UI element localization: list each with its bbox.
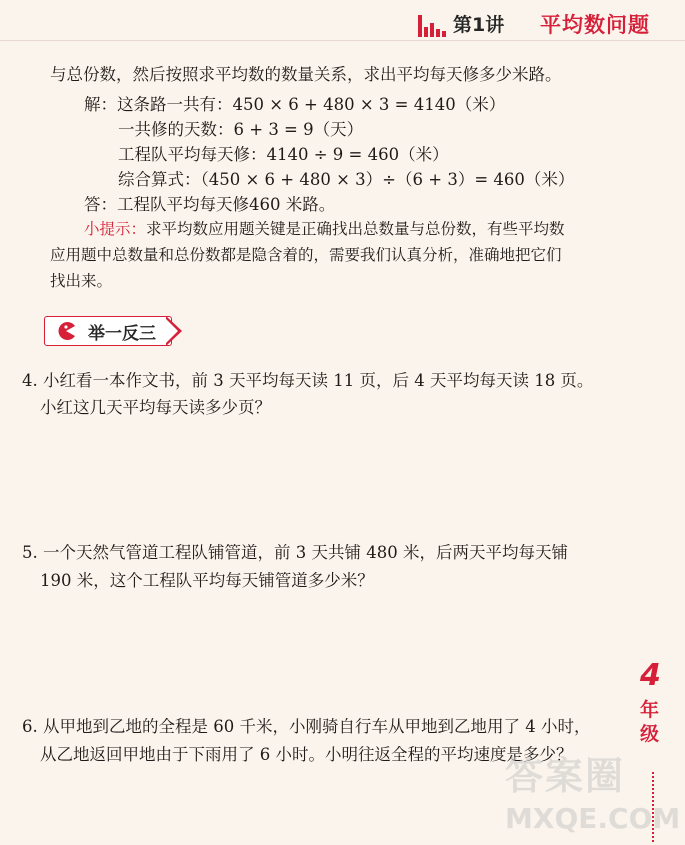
tip-text-1: 求平均数应用题关键是正确找出总数量与总份数，有些平均数 — [146, 220, 565, 238]
problem-6-line-1: 6. 从甲地到乙地的全程是 60 千米，小刚骑自行车从甲地到乙地用了 4 小时， — [22, 717, 591, 736]
section-banner — [44, 316, 186, 346]
problem-5-line-1: 5. 一个天然气管道工程队铺管道，前 3 天共铺 480 米，后两天平均每天铺 — [22, 543, 568, 562]
section-arrow-inner — [166, 319, 178, 343]
watermark-logo: 答案圈 — [505, 754, 626, 798]
intro-line: 与总份数，然后按照求平均数的数量关系，求出平均每天修多少米路。 — [50, 65, 562, 84]
solution-line-4: 综合算式：（450 × 6 + 480 × 3）÷（6 + 3）= 460（米） — [118, 170, 575, 189]
tip-line-3: 找出来。 — [50, 272, 113, 290]
page-header — [0, 0, 685, 44]
solution-line-2: 一共修的天数：6 + 3 = 9（天） — [118, 120, 364, 139]
answer-line: 答：工程队平均每天修460 米路。 — [84, 195, 336, 214]
grade-number: 4 — [640, 658, 661, 693]
bar-chart-icon — [418, 15, 448, 37]
lecture-title: 平均数问题 — [540, 12, 650, 37]
problem-4-line-1: 4. 小红看一本作文书，前 3 天平均每天读 11 页，后 4 天平均每天读 18 页。 — [22, 371, 594, 390]
grade-label: 年级 — [640, 699, 660, 745]
problem-4-line-2: 小红这几天平均每天读多少页？ — [40, 398, 271, 417]
section-label: 举一反三 — [88, 324, 156, 344]
header-divider — [0, 40, 685, 41]
watermark-url: MXQE.COM — [505, 802, 681, 835]
lecture-number: 第1讲 — [453, 14, 505, 36]
solution-line-3: 工程队平均每天修：4140 ÷ 9 = 460（米） — [118, 145, 449, 164]
problem-6-line-2: 从乙地返回甲地由于下雨用了 6 小时。小明往返全程的平均速度是多少？ — [40, 745, 573, 764]
tip-line-1 — [84, 218, 565, 240]
problem-5-line-2: 190 米，这个工程队平均每天铺管道多少米？ — [40, 571, 374, 590]
tip-label: 小提示： — [84, 220, 147, 238]
solution-line-1: 解：这条路一共有：450 × 6 + 480 × 3 = 4140（米） — [84, 95, 506, 114]
tip-line-2: 应用题中总数量和总份数都是隐含着的，需要我们认真分析，准确地把它们 — [50, 246, 562, 264]
grade-tab — [638, 658, 682, 768]
pacman-icon — [56, 321, 76, 341]
